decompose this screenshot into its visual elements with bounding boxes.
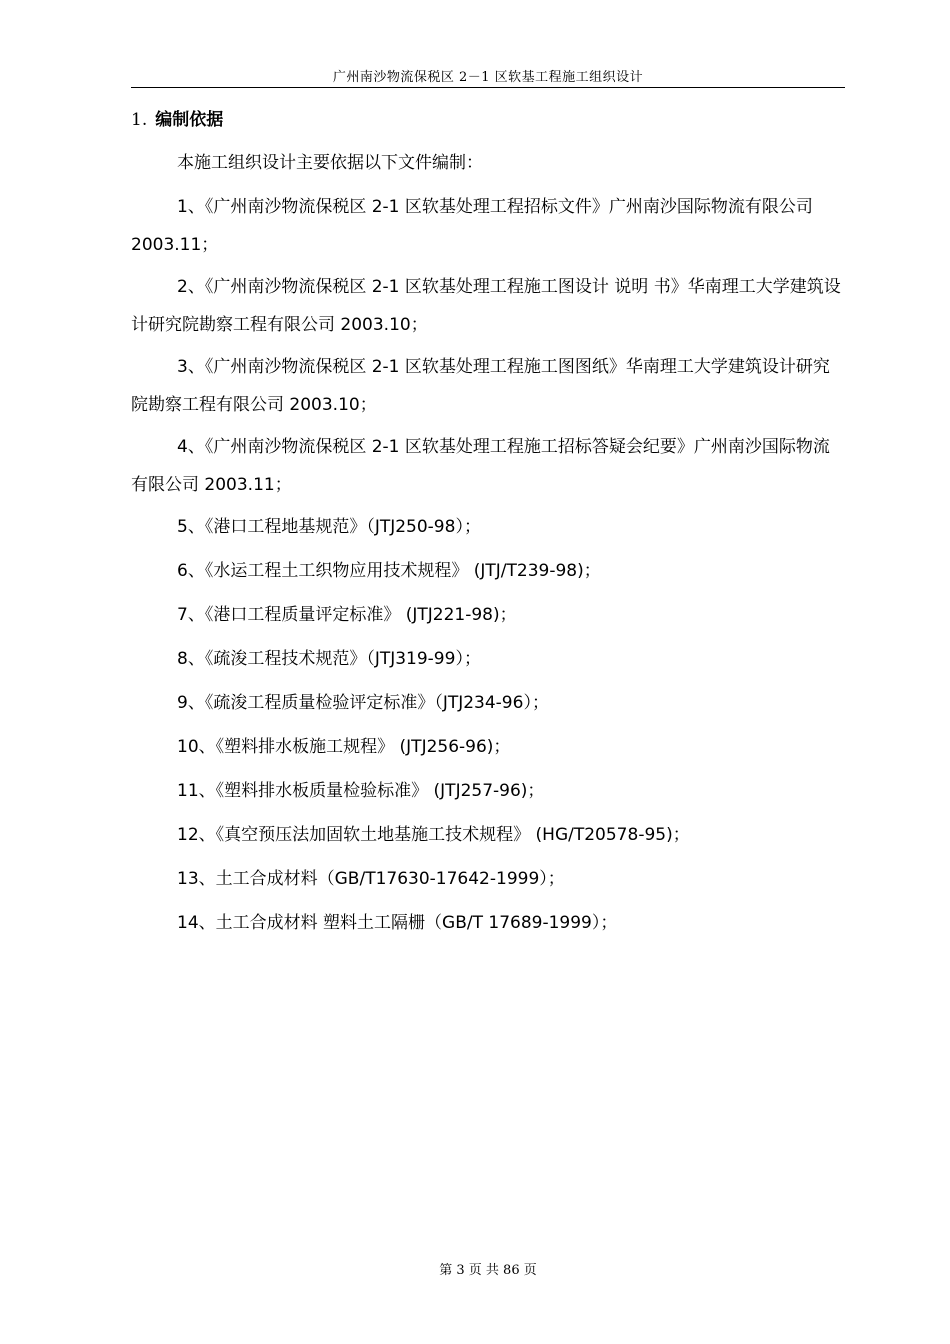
page-footer: 第 3 页 共 86 页 <box>439 1263 537 1278</box>
reference-item: 5、《港口工程地基规范》（JTJ250-98）； <box>177 517 481 537</box>
reference-item: 12、《真空预压法加固软土地基施工技术规程》 (HG/T20578-95)； <box>177 825 690 845</box>
intro-paragraph: 本施工组织设计主要依据以下文件编制： <box>177 153 483 173</box>
section-number: 1. <box>131 110 148 130</box>
reference-item: 10、《塑料排水板施工规程》 (JTJ256-96)； <box>177 737 511 757</box>
reference-item: 9、《疏浚工程质量检验评定标准》（JTJ234-96）； <box>177 693 549 713</box>
section-heading <box>131 105 223 130</box>
reference-item: 2、《广州南沙物流保税区 2-1 区软基处理工程施工图设计 说明 书》华南理工大学建筑设计研究院勘察工程有限公司 2003.10； <box>131 277 841 335</box>
document-body <box>131 144 845 948</box>
section-title: 编制依据 <box>155 110 224 130</box>
reference-item: 14、土工合成材料 塑料土工隔栅（GB/T 17689-1999）； <box>177 913 618 933</box>
header-divider <box>131 87 845 88</box>
reference-item: 3、《广州南沙物流保税区 2-1 区软基处理工程施工图图纸》华南理工大学建筑设计研究院勘察工程有限公司 2003.10； <box>131 357 830 415</box>
reference-item: 6、《水运工程土工织物应用技术规程》 (JTJ/T239-98)； <box>177 561 601 581</box>
reference-item: 11、《塑料排水板质量检验标准》 (JTJ257-96)； <box>177 781 545 801</box>
reference-item: 13、土工合成材料（GB/T17630-17642-1999）； <box>177 869 565 889</box>
reference-item: 1、《广州南沙物流保税区 2-1 区软基处理工程招标文件》广州南沙国际物流有限公司 2003.11； <box>131 197 813 255</box>
reference-item: 8、《疏浚工程技术规范》（JTJ319-99）； <box>177 649 481 669</box>
reference-item: 4、《广州南沙物流保税区 2-1 区软基处理工程施工招标答疑会纪要》广州南沙国际物流有限公司 2003.11； <box>131 437 830 495</box>
page-header: 广州南沙物流保税区 2－1 区软基工程施工组织设计 <box>332 70 644 85</box>
reference-item: 7、《港口工程质量评定标准》 (JTJ221-98)； <box>177 605 517 625</box>
